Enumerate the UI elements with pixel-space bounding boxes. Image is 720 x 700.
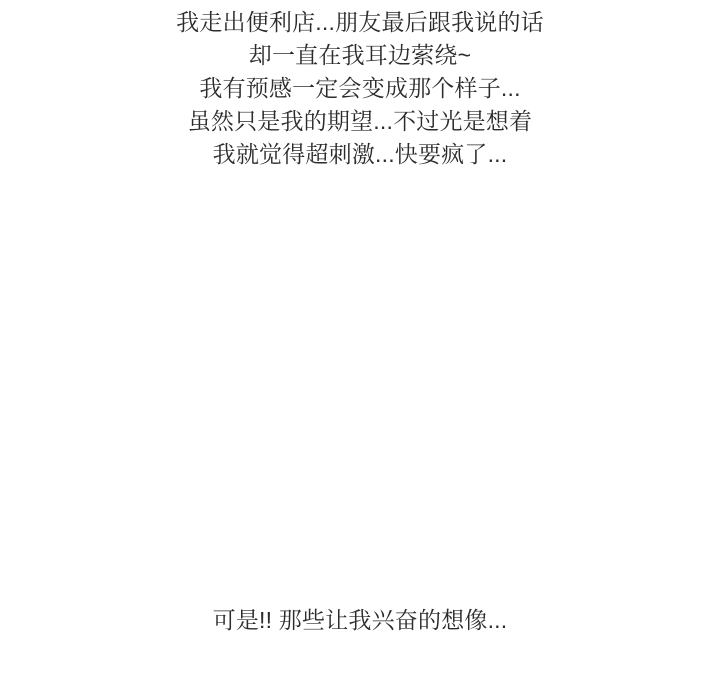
narration-line: 我就觉得超刺激...快要疯了... <box>212 141 508 167</box>
narration-line: 可是!! 那些让我兴奋的想像... <box>212 607 508 633</box>
narration-top-block <box>0 6 720 171</box>
narration-line: 我走出便利店...朋友最后跟我说的话 <box>176 9 544 35</box>
narration-line: 我有预感一定会变成那个样子... <box>199 75 521 101</box>
narration-line: 虽然只是我的期望...不过光是想着 <box>187 108 533 134</box>
narration-bottom-block <box>0 604 720 637</box>
narration-line: 却一直在我耳边萦绕~ <box>248 42 472 68</box>
